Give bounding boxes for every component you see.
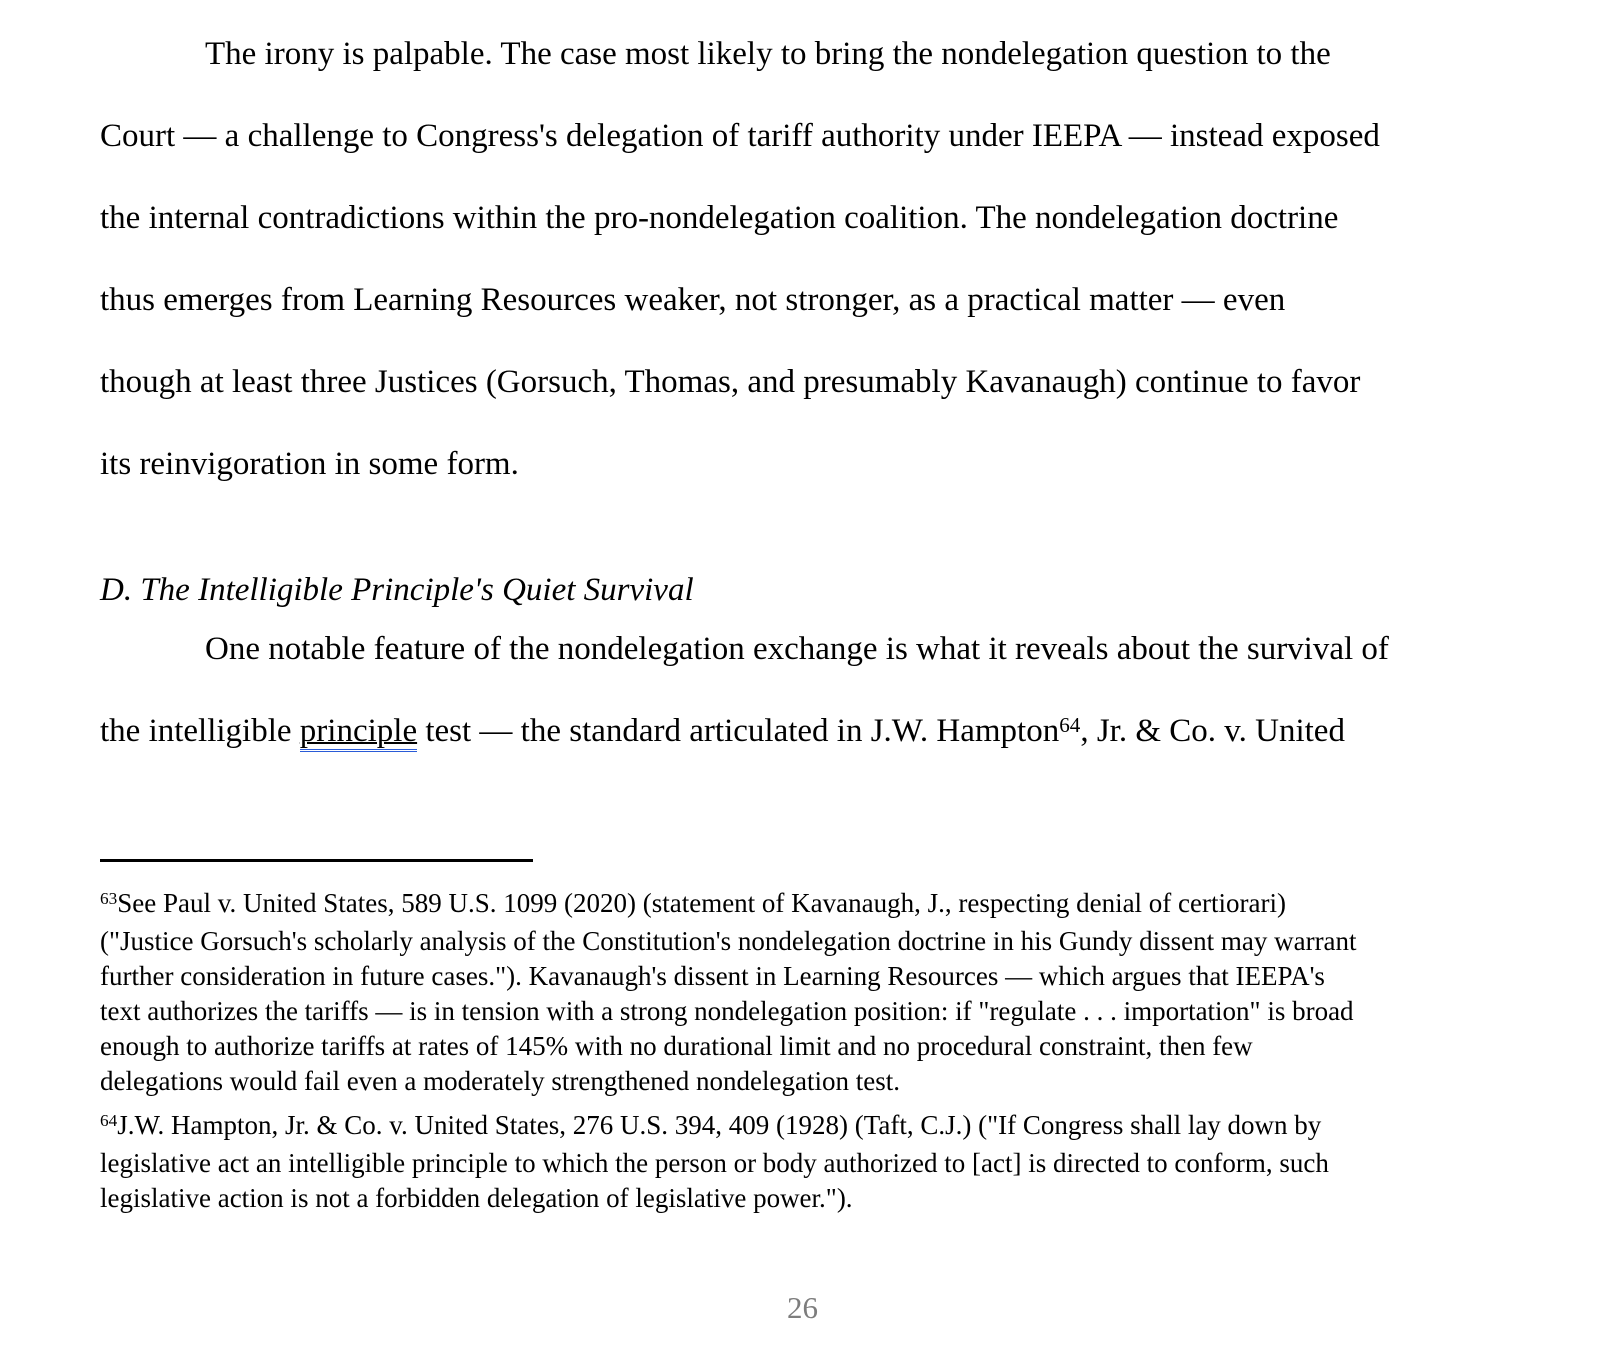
text-line bbox=[100, 924, 1540, 959]
text-segment: test — the standard articulated in J.W. Hampton bbox=[417, 713, 1060, 749]
text-line bbox=[100, 608, 1530, 690]
footnote-marker-64: 64 bbox=[100, 1111, 118, 1131]
body-paragraph-1 bbox=[100, 13, 1530, 505]
text-segment: the internal contradictions within the pro-nondelegation coalition. The nondelegation doctrine bbox=[100, 200, 1339, 236]
text-line bbox=[100, 13, 1530, 95]
footnote-separator-rule bbox=[100, 859, 533, 862]
text-line bbox=[100, 1064, 1540, 1099]
text-segment: text authorizes the tariffs — is in tension with a strong nondelegation position: if "regulate . . . importation" is broad bbox=[100, 996, 1354, 1026]
footnotes-area bbox=[100, 886, 1540, 1216]
text-line bbox=[100, 1181, 1540, 1216]
footnote-marker-63: 63 bbox=[100, 889, 118, 909]
footnote-63 bbox=[100, 886, 1540, 1099]
text-line bbox=[100, 690, 1530, 775]
text-line bbox=[100, 259, 1530, 341]
text-line bbox=[100, 1146, 1540, 1181]
text-segment: though at least three Justices (Gorsuch, Thomas, and presumably Kavanaugh) continue to favor bbox=[100, 364, 1361, 400]
grammar-flagged-word[interactable]: principle bbox=[300, 713, 417, 752]
text-segment: Court — a challenge to Congress's delegation of tariff authority under IEEPA — instead exposed bbox=[100, 118, 1380, 154]
footnote-64 bbox=[100, 1108, 1540, 1216]
text-segment: The irony is palpable. The case most likely to bring the nondelegation question to the bbox=[205, 36, 1331, 72]
text-line bbox=[100, 886, 1540, 924]
text-line bbox=[100, 959, 1540, 994]
text-segment: , Jr. & Co. v. United bbox=[1080, 713, 1345, 749]
text-line bbox=[100, 341, 1530, 423]
text-line bbox=[100, 1029, 1540, 1064]
text-segment: See Paul v. United States, 589 U.S. 1099 (2020) (statement of Kavanaugh, J., respecting denial of certiorari) bbox=[117, 888, 1286, 918]
text-segment: One notable feature of the nondelegation exchange is what it reveals about the survival of bbox=[205, 631, 1389, 667]
text-line bbox=[100, 994, 1540, 1029]
text-segment: delegations would fail even a moderately strengthened nondelegation test. bbox=[100, 1066, 900, 1096]
text-line bbox=[100, 423, 1530, 505]
text-segment: enough to authorize tariffs at rates of 145% with no durational limit and no procedural constraint, then few bbox=[100, 1031, 1253, 1061]
text-segment: ("Justice Gorsuch's scholarly analysis of the Constitution's nondelegation doctrine in his Gundy dissent may warrant bbox=[100, 926, 1357, 956]
footnote-reference-64: 64 bbox=[1059, 712, 1081, 737]
text-line bbox=[100, 95, 1530, 177]
text-segment: legislative action is not a forbidden delegation of legislative power."). bbox=[100, 1183, 853, 1213]
body-paragraph-2 bbox=[100, 608, 1530, 775]
section-heading-text: D. The Intelligible Principle's Quiet Survival bbox=[100, 572, 694, 608]
text-line bbox=[100, 1108, 1540, 1146]
text-segment: the intelligible bbox=[100, 713, 300, 749]
text-segment: thus emerges from Learning Resources weaker, not stronger, as a practical matter — even bbox=[100, 282, 1286, 318]
text-segment: its reinvigoration in some form. bbox=[100, 446, 519, 482]
page-number: 26 bbox=[787, 1290, 818, 1325]
text-line bbox=[100, 177, 1530, 259]
section-heading bbox=[100, 566, 1530, 614]
text-segment: legislative act an intelligible principle to which the person or body authorized to [act] is directed to conform, such bbox=[100, 1148, 1329, 1178]
text-segment: further consideration in future cases."). Kavanaugh's dissent in Learning Resources — which argues that IEEPA's bbox=[100, 961, 1325, 991]
text-segment: J.W. Hampton, Jr. & Co. v. United States, 276 U.S. 394, 409 (1928) (Taft, C.J.) ("If Congress shall lay down by bbox=[117, 1110, 1322, 1140]
